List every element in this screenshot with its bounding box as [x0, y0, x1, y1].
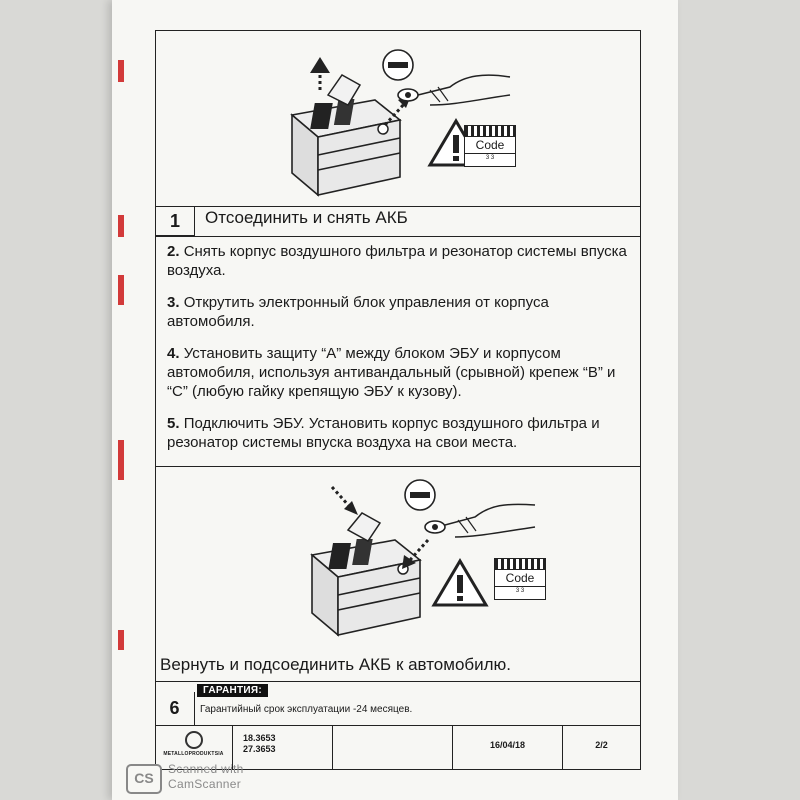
step-2: 2. Снять корпус воздушного фильтра и резонатор системы впуска воздуха. [167, 243, 627, 279]
warranty-label: ГАРАНТИЯ: [197, 684, 268, 697]
logo-text: METALLOPRODUKTSIA [163, 751, 224, 757]
step-1-title: Отсоединить и снять АКБ [205, 208, 408, 227]
watermark-line-2: CamScanner [168, 777, 242, 791]
code-sublabel: 3 3 [495, 586, 545, 595]
step-number-1: 1 [155, 206, 195, 236]
return-step-title: Вернуть и подсоединить АКБ к автомобилю. [160, 655, 512, 674]
warranty-text: Гарантийный срок эксплуатации -24 месяцев. [200, 704, 413, 715]
step-5: 5. Подключить ЭБУ. Установить корпус воздушного фильтра и резонатор системы впуска воздуха на свои места. [167, 415, 600, 451]
divider [155, 206, 641, 207]
camscanner-label [168, 762, 244, 792]
logo-icon [185, 731, 203, 749]
part-code-2: 27.3653 [243, 744, 276, 754]
step-3: 3. Открутить электронный блок управления от корпуса автомобиля. [167, 294, 549, 330]
document-date: 16/04/18 [453, 725, 563, 770]
steps-list [167, 242, 637, 465]
part-code-1: 18.3653 [243, 733, 276, 743]
camscanner-badge: CS [126, 764, 162, 794]
step-4: 4. Установить защиту “A” между блоком ЭБУ и корпусом автомобиля, используя антивандальный (срывной) крепеж “B” и “C” (любую гайку крепящую ЭБУ к кузову). [167, 345, 616, 400]
divider [155, 236, 641, 237]
step-number-6: 6 [155, 692, 195, 725]
page-edge-marks [118, 40, 128, 680]
part-codes [233, 725, 333, 770]
code-label: Code [505, 571, 535, 585]
footer-empty-cell [333, 725, 453, 770]
code-card-2 [494, 558, 546, 600]
code-label: Code [475, 138, 505, 152]
page-number: 2/2 [563, 725, 641, 770]
divider [155, 681, 641, 682]
divider [155, 466, 641, 467]
watermark-line-1: Scanned with [168, 762, 244, 776]
code-sublabel: 3 3 [465, 153, 515, 162]
code-card-1 [464, 125, 516, 167]
